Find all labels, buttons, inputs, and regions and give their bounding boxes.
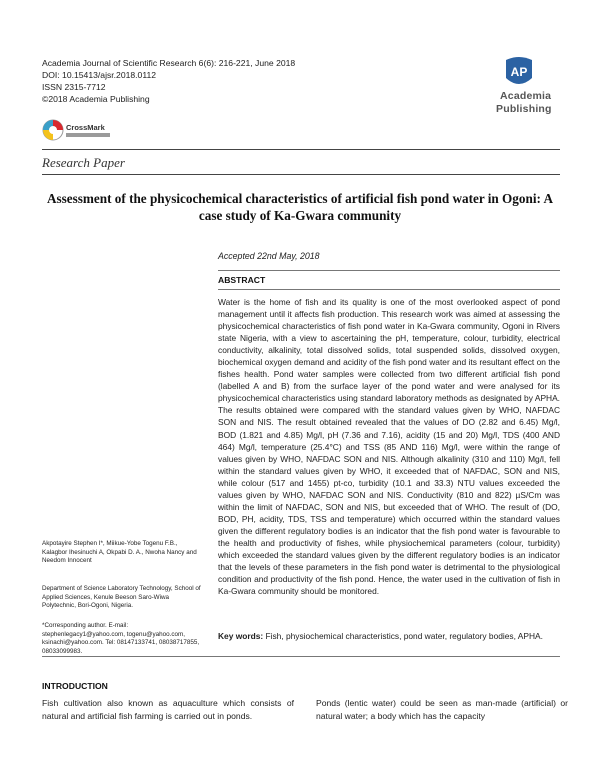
header-divider: [42, 149, 560, 150]
publisher-name-line2: Publishing: [496, 103, 552, 115]
logo-letters: AP: [510, 65, 528, 79]
issn: ISSN 2315-7712: [42, 82, 106, 92]
keywords-label: Key words:: [218, 631, 264, 641]
abstract-text: Water is the home of fish and its quality is one of the most overlooked aspect of pond management until it affects fish production. This research work was aimed at assessing the physicochemical characteristics of fish pond water in Ka-Gwara community, Ogoni in Rivers state Nigeria, with a view to ascertaining the pH, temperature, colour, turbidity, electrical conductivity, alkalinity, total dissolved solids, total suspended solids, dissolved oxygen, biochemical oxygen demand and acidity of the fish pond water and its resultant effect on the fishes health. Pond water samples were collected from two different artificial fish pond (labelled A and B) from the surface layer of the pond water and were analysed for its physicochemical characteristics using standard laboratory methods as designated by APHA. The results obtained were compared with the standard values given by WHO, NAFDAC SON and NIS. The result obtained revealed that the values of DO (2.82 and 6.45) Mg/l, BOD (1.821 and 4.85) Mg/l, pH (7.36 and 7.16), acidity (15 and 20) Mg/l, TDS (400 AND 464) Mg/l, temperature (25.4°C) and TSS (85 AND 116) Mg/l, were within the range of values given by WHO, NAFDAC SON and NIS. Although alkalinity (310 and 110) Mg/l, fell within the standard values given by WHO, it exceeded that of NAFDAC, SON and NIS, while colour (517 and 1455) pt-co, turbidity (10.1 and 33.3) NTU values exceeded the values given by WHO, NAFDAC SON and NIS. Conductivity (810 and 822) µS/Cm was within the limit of NAFDAC, SON and NIS, but exceeded that of WHO. The result of (DO, BOD, PH, acidity, TDS, TSS and temperature) which occurred within the standard values given the different regulatory bodies is an indicator that the fish pond water is favourable to the health and productivity of fishes, while physiochemical parameters (colour, turbidity) which exceeded the standard values given by the different regulatory bodies is an indicator that the levels of these parameters in the fish pond water is detrimental to the physiological condition and productivity of the fish pond. Hence, the water used in the cultivation of fish in Ka-Gwara community should be monitored.: [218, 297, 560, 597]
keywords-text: Fish, physiochemical characteristics, pond water, regulatory bodies, APHA.: [265, 631, 543, 641]
section-divider: [42, 174, 560, 175]
intro-left-column: Fish cultivation also known as aquaculture which consists of natural and artificial fish farming is carried out in ponds.: [42, 698, 294, 721]
abstract-heading-rule: [218, 289, 560, 290]
accepted-date: Accepted 22nd May, 2018: [218, 251, 320, 261]
intro-right-column: Ponds (lentic water) could be seen as man-made (artificial) or natural water; a body which has the capacity: [316, 698, 568, 721]
section-label: Research Paper: [42, 155, 125, 170]
correspondence: *Corresponding author. E-mail: stephenlegacy1@yahoo.com, togenu@yahoo.com, ksinachi@yahoo.com. Tel: 08147133741, 08038717855, 08033099983.: [42, 622, 200, 655]
crossmark-label: CrossMark: [66, 123, 105, 132]
crossmark-badge-icon[interactable]: [42, 118, 114, 142]
affiliation: Department of Science Laboratory Technology, School of Applied Sciences, Kenule Beeson Saro-Wiwa Polytechnic, Bori-Ogoni, Nigeria.: [42, 585, 201, 610]
copyright: ©2018 Academia Publishing: [42, 94, 150, 104]
abstract-top-rule: [218, 270, 560, 271]
publisher-name-line1: Academia: [500, 90, 552, 102]
introduction-heading: INTRODUCTION: [42, 681, 108, 691]
journal-citation: Academia Journal of Scientific Research 6(6): 216-221, June 2018: [42, 58, 296, 68]
keywords: [218, 630, 560, 642]
doi[interactable]: DOI: 10.15413/ajsr.2018.0112: [42, 70, 157, 80]
abstract-heading: ABSTRACT: [218, 275, 266, 285]
article-title: Assessment of the physicochemical characteristics of artificial fish pond water in Ogoni: A case study of Ka-Gwara community: [47, 191, 553, 223]
authors: Akpotayire Stephen I*, Miikue-Yobe Togenu F.B., Kalagbor Ihesinuchi A, Okpabi D. A., Nwoha Nancy and Needom Innocent: [42, 540, 197, 565]
academia-publishing-logo-icon: [504, 56, 534, 88]
